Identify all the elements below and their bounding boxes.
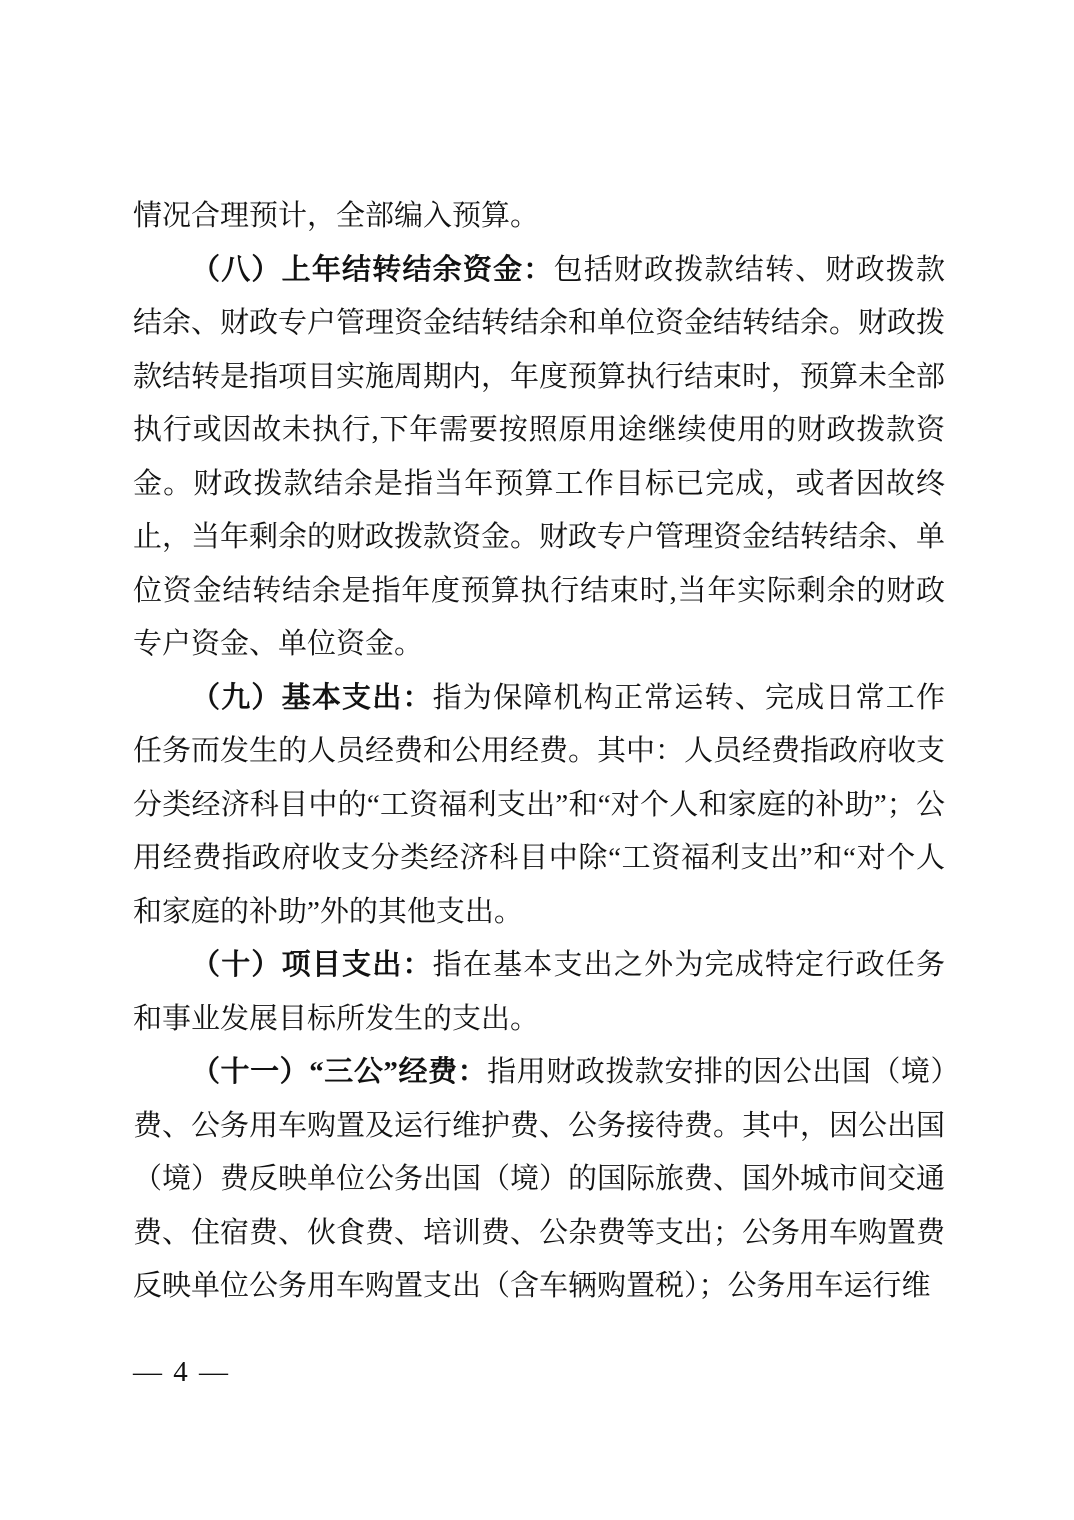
paragraph-text: 情况合理预计，全部编入预算。: [133, 200, 540, 232]
paragraph-heading: （十）项目支出：: [191, 949, 433, 981]
page-number: — 4 —: [133, 1356, 230, 1388]
paragraph-text: 包括财政拨款结转、财政拨款结余、财政专户管理资金结转结余和单位资金结转结余。财政拨款结转是指项目实施周期内，年度预算执行结束时，预算未全部执行或因故未执行,下年需要按照原用途继续使用的财政拨款资金。财政拨款结余是指当年预算工作目标已完成，或者因故终止，当年剩余的财政拨款资金。财政专户管理资金结转结余、单位资金结转结余是指年度预算执行结束时,当年实际剩余的财政专户资金、单位资金。: [133, 253, 946, 660]
paragraph-heading: （八）上年结转结余资金：: [191, 253, 554, 286]
paragraph-continuation: [133, 190, 945, 244]
page-footer: [133, 1352, 230, 1392]
paragraph-text: 指用财政拨款安排的因公出国（境）费、公务用车购置及运行维护费、公务接待费。其中，因公出国（境）费反映单位公务出国（境）的国际旅费、国外城市间交通费、住宿费、伙食费、培训费、公杂费等支出；公务用车购置费反映单位公务用车购置支出（含车辆购置税）；公务用车运行维: [133, 1056, 946, 1302]
paragraph-item-9: [133, 672, 945, 940]
paragraph-text: 指在基本支出之外为完成特定行政任务和事业发展目标所发生的支出。: [133, 949, 945, 1035]
paragraph-item-11: [133, 1046, 945, 1314]
paragraph-heading: （十一）“三公”经费：: [191, 1056, 488, 1088]
paragraph-text: 指为保障机构正常运转、完成日常工作任务而发生的人员经费和公用经费。其中：人员经费指政府收支分类经济科目中的“工资福利支出”和“对个人和家庭的补助”；公用经费指政府收支分类经济科目中除“工资福利支出”和“对个人和家庭的补助”外的其他支出。: [133, 681, 946, 928]
paragraph-item-8: [133, 244, 945, 672]
paragraph-heading: （九）基本支出：: [191, 681, 433, 714]
paragraph-item-10: [133, 939, 945, 1046]
document-body: [133, 190, 945, 1314]
